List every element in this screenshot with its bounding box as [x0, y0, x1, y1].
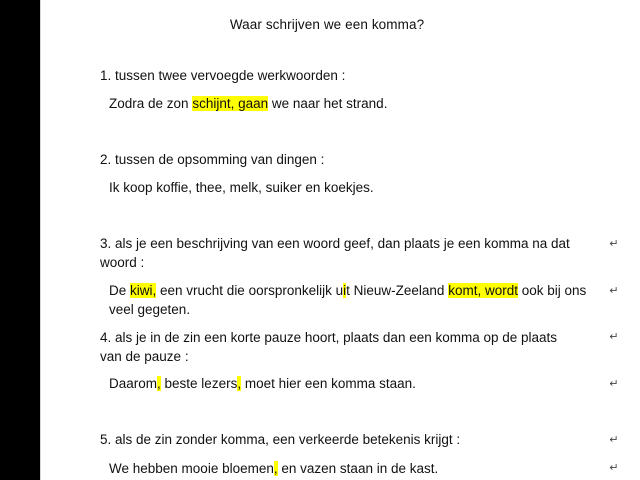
return-mark-icon: ↵	[609, 434, 619, 446]
rule-3-question: 3. als je een beschrijving van een woord geef, dan plaats je een komma na dat woord :	[100, 236, 570, 270]
highlight: komt, wordt	[448, 283, 518, 298]
return-mark-icon: ↵	[609, 238, 619, 250]
rule-1-example: Zodra de zon schijnt, gaan we naar het strand.	[109, 96, 388, 111]
highlight: ,	[273, 461, 278, 476]
return-mark-icon: ↵	[609, 462, 619, 474]
rule-5-example: We hebben mooie bloemen, en vazen staan in de kast.	[109, 461, 439, 476]
rule-3-example: De kiwi, een vrucht die oorspronkelijk uit Nieuw-Zeeland komt, wordt ook bij ons veel gegeten.	[109, 283, 587, 317]
rule-2-example: Ik koop koffie, thee, melk, suiker en koekjes.	[109, 180, 374, 195]
highlight: i	[343, 283, 347, 298]
return-mark-icon: ↵	[609, 331, 619, 343]
rule-5-question: 5. als de zin zonder komma, een verkeerde betekenis krijgt :	[100, 432, 461, 447]
rule-4-example: Daarom, beste lezers, moet hier een komma staan.	[109, 376, 416, 391]
rule-1-question: 1. tussen twee vervoegde werkwoorden :	[100, 68, 346, 83]
highlight: ,	[157, 376, 161, 391]
rule-2-question: 2. tussen de opsomming van dingen :	[100, 152, 325, 167]
highlight: ,	[237, 376, 242, 391]
document-title: Waar schrijven we een komma?	[229, 17, 425, 32]
rule-4-question: 4. als je in de zin een korte pauze hoort, plaats dan een komma op de plaats van de pauze :	[100, 330, 558, 364]
document-page	[40, 0, 614, 480]
highlight: kiwi,	[130, 283, 157, 298]
return-mark-icon: ↵	[609, 378, 619, 390]
highlight: schijnt, gaan	[192, 96, 269, 111]
return-mark-icon: ↵	[609, 285, 619, 297]
